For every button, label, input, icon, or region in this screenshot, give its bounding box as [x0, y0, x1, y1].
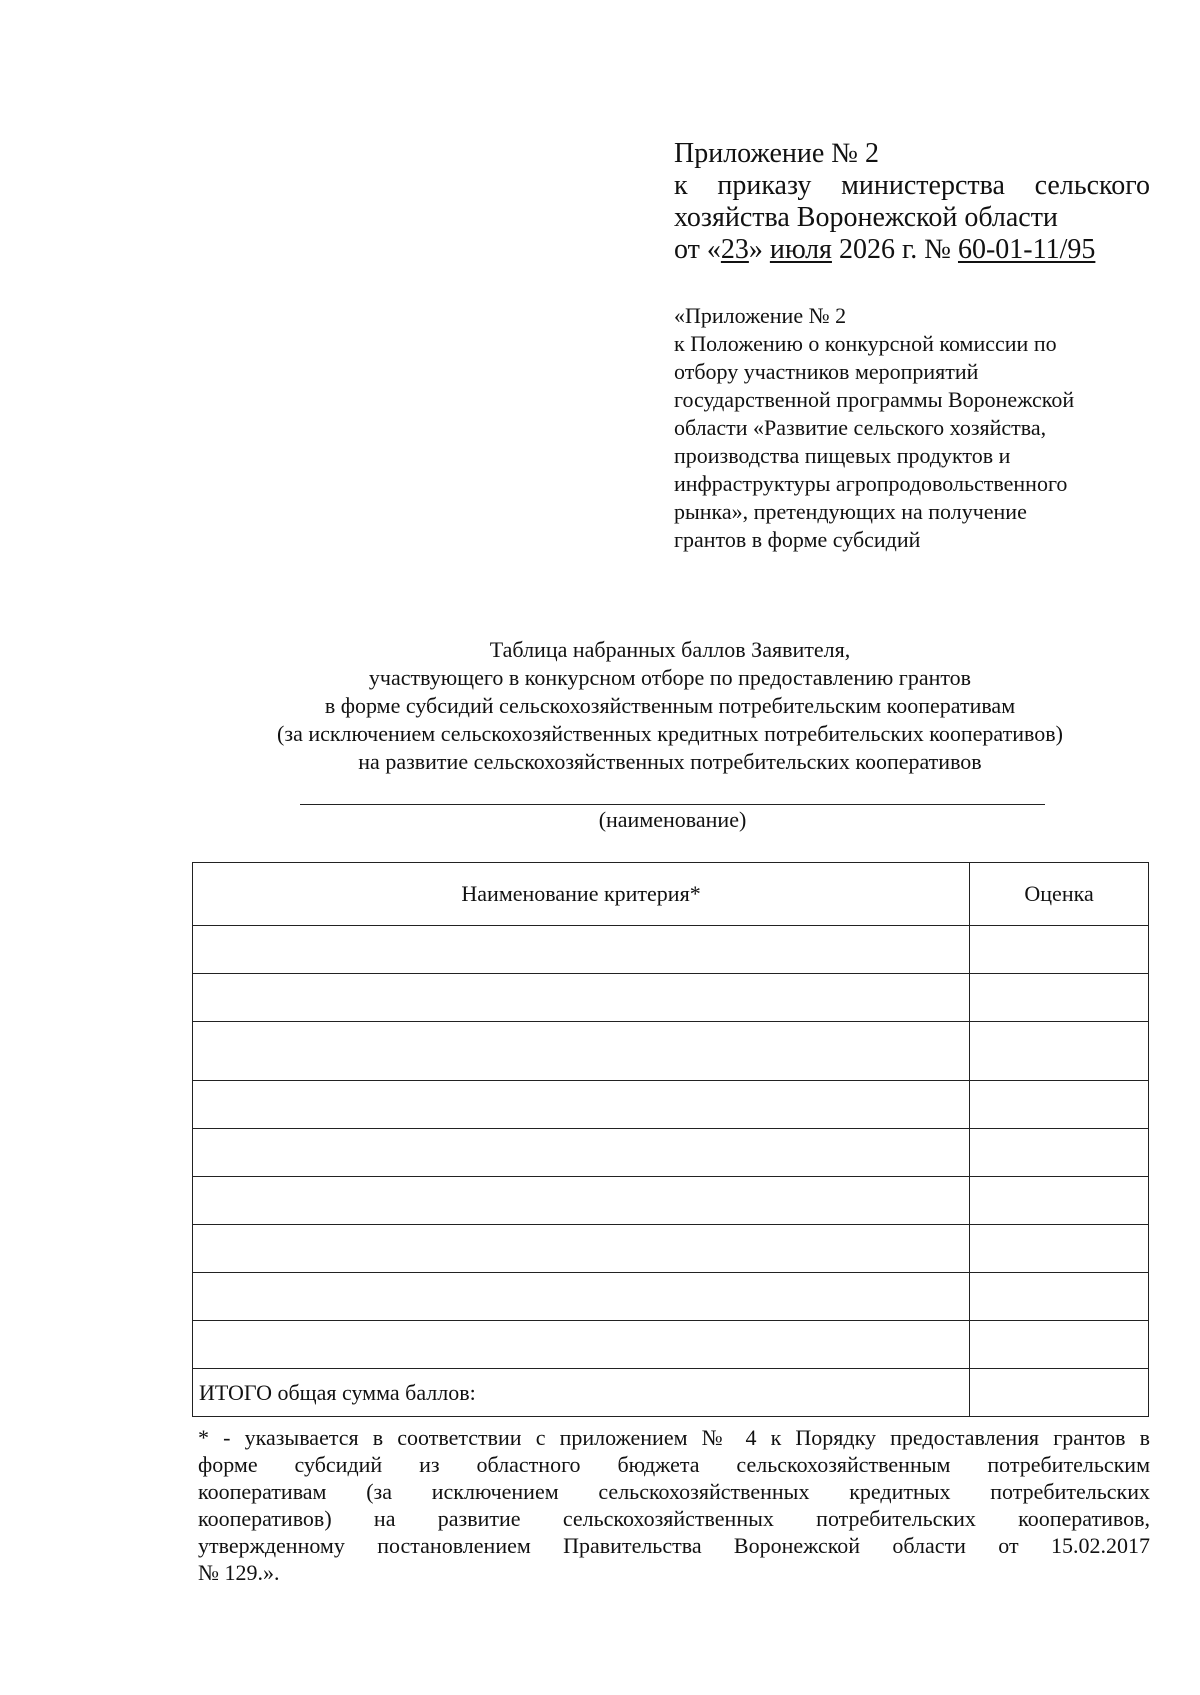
- table-row: [193, 1022, 1149, 1081]
- appendix-number: Приложение № 2: [674, 138, 879, 169]
- order-header: [674, 138, 1150, 266]
- table-row: [193, 1081, 1149, 1129]
- score-cell: [970, 1177, 1149, 1225]
- score-cell: [970, 1081, 1149, 1129]
- appendix-line: грантов в форме субсидий: [674, 527, 921, 552]
- total-row: [193, 1369, 1149, 1417]
- score-cell: [970, 974, 1149, 1022]
- ministry-line: хозяйства Воронежской области: [674, 202, 1058, 233]
- title-line: (за исключением сельскохозяйственных кредитных потребительских кооперативов): [277, 721, 1063, 746]
- total-score-cell: [970, 1369, 1149, 1417]
- table-row: [193, 1225, 1149, 1273]
- appendix-line: инфраструктуры агропродовольственного: [674, 471, 1068, 496]
- title-line: на развитие сельскохозяйственных потребительских кооперативов: [358, 749, 982, 774]
- appendix-reference: [674, 302, 1154, 554]
- footnote-line: * - указывается в соответствии с приложением № 4 к Порядку предоставления грантов в: [198, 1425, 1150, 1450]
- criterion-cell: [193, 1321, 970, 1369]
- title-line: Таблица набранных баллов Заявителя,: [489, 637, 851, 662]
- footnote-line: кооперативам (за исключением сельскохозяйственных кредитных потребительских: [198, 1479, 1150, 1504]
- total-label: ИТОГО общая сумма баллов:: [193, 1369, 970, 1417]
- appendix-line: отбору участников мероприятий: [674, 359, 979, 384]
- score-cell: [970, 1321, 1149, 1369]
- order-reference-line: к приказу министерства сельского: [674, 170, 1150, 201]
- criterion-cell: [193, 1225, 970, 1273]
- appendix-line: рынка», претендующих на получение: [674, 499, 1027, 524]
- criterion-column-header: Наименование критерия*: [193, 863, 970, 926]
- order-date-line: [674, 234, 1150, 266]
- date-day: 23: [720, 234, 749, 265]
- date-year: 2026 г. №: [831, 234, 958, 265]
- table-row: [193, 1273, 1149, 1321]
- appendix-line: области «Развитие сельского хозяйства,: [674, 415, 1047, 440]
- footnote-line: утвержденному постановлением Правительства Воронежской области от 15.02.2017: [198, 1533, 1150, 1558]
- applicant-name-blank: [300, 804, 1045, 805]
- score-column-header: Оценка: [970, 863, 1149, 926]
- table-row: [193, 974, 1149, 1022]
- table-header-row: [193, 863, 1149, 926]
- table-row: [193, 1177, 1149, 1225]
- date-mid: »: [748, 234, 770, 265]
- score-cell: [970, 1273, 1149, 1321]
- criterion-cell: [193, 926, 970, 974]
- date-month: июля: [769, 234, 832, 265]
- table-row: [193, 926, 1149, 974]
- appendix-line: к Положению о конкурсной комиссии по: [674, 331, 1057, 356]
- score-cell: [970, 1129, 1149, 1177]
- order-number: 60-01-11/95: [957, 234, 1096, 265]
- criterion-cell: [193, 1177, 970, 1225]
- title-line: в форме субсидий сельскохозяйственным потребительским кооперативам: [324, 693, 1016, 718]
- footnote-line: форме субсидий из областного бюджета сельскохозяйственным потребительским: [198, 1452, 1150, 1477]
- criterion-cell: [193, 1022, 970, 1081]
- criterion-cell: [193, 1081, 970, 1129]
- score-cell: [970, 1022, 1149, 1081]
- document-title: [190, 636, 1150, 776]
- appendix-line: производства пищевых продуктов и: [674, 443, 1011, 468]
- footnote-line: кооперативов) на развитие сельскохозяйственных потребительских кооперативов,: [198, 1506, 1150, 1531]
- appendix-line: государственной программы Воронежской: [674, 387, 1075, 412]
- criterion-cell: [193, 1129, 970, 1177]
- date-prefix: от «: [674, 234, 721, 265]
- title-line: участвующего в конкурсном отборе по предоставлению грантов: [368, 665, 972, 690]
- score-cell: [970, 926, 1149, 974]
- appendix-line: «Приложение № 2: [674, 303, 847, 328]
- applicant-name-caption: (наименование): [598, 807, 747, 832]
- table-row: [193, 1129, 1149, 1177]
- scores-table: [192, 862, 1149, 1417]
- score-cell: [970, 1225, 1149, 1273]
- criterion-cell: [193, 1273, 970, 1321]
- footnote-line: № 129.».: [198, 1560, 280, 1585]
- table-row: [193, 1321, 1149, 1369]
- criterion-cell: [193, 974, 970, 1022]
- footnote: [198, 1424, 1150, 1586]
